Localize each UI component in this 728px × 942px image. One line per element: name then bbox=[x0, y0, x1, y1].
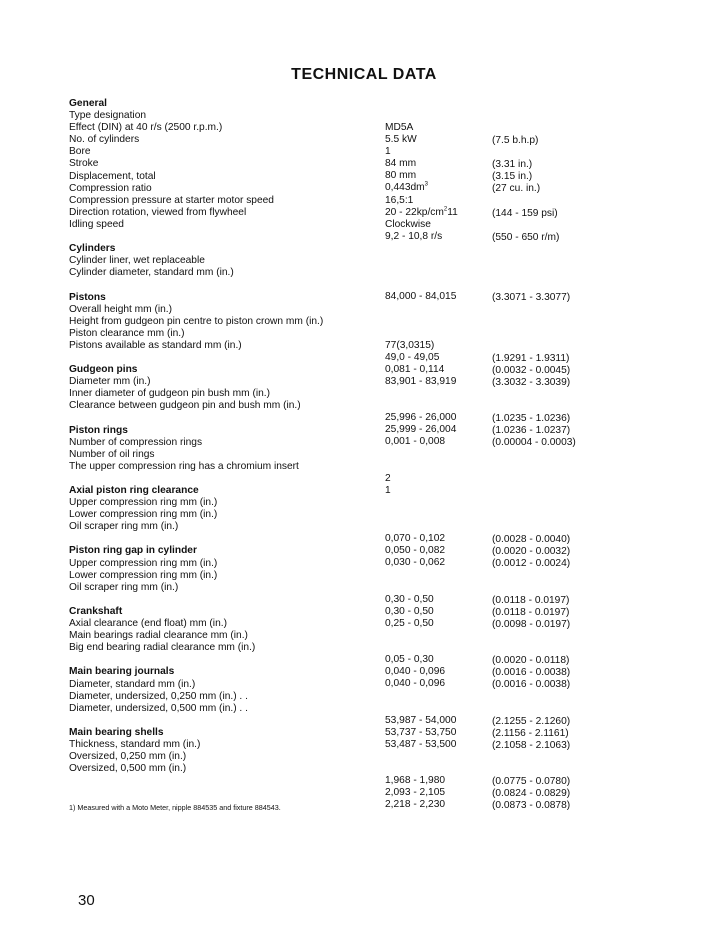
spec-value bbox=[385, 569, 490, 581]
spec-imperial-value bbox=[492, 195, 612, 207]
spec-value-text: 1,968 - 1,980 bbox=[385, 775, 446, 787]
spec-value bbox=[385, 654, 490, 666]
spec-value-text: 53,987 - 54,000 bbox=[385, 714, 457, 726]
spec-value bbox=[385, 557, 490, 569]
spec-imperial-value: (2.1255 - 2.1260) bbox=[492, 715, 571, 727]
spec-label: Diameter, undersized, 0,500 mm (in.) . . bbox=[69, 702, 248, 714]
spec-value-text: 84,000 - 84,015 bbox=[385, 291, 457, 303]
spec-label: Overall height mm (in.) bbox=[69, 303, 173, 315]
spec-label: Piston clearance mm (in.) bbox=[69, 327, 185, 339]
spec-value bbox=[385, 424, 490, 436]
spec-value bbox=[385, 279, 490, 291]
spec-imperial-value bbox=[492, 389, 612, 401]
spec-value-text: 84 mm bbox=[385, 158, 417, 170]
spec-imperial-value bbox=[492, 220, 612, 232]
spec-value bbox=[385, 787, 490, 799]
superscript: 3 bbox=[424, 182, 428, 189]
spec-value bbox=[385, 352, 490, 364]
spec-label: Bore bbox=[69, 146, 91, 158]
spec-imperial-value: (0.0098 - 0.0197) bbox=[492, 618, 571, 630]
spec-label: Compression pressure at starter motor speed bbox=[69, 194, 274, 206]
spec-value bbox=[385, 170, 490, 182]
spec-value bbox=[385, 134, 490, 146]
spec-imperial-value: (144 - 159 psi) bbox=[492, 207, 558, 219]
spec-value bbox=[385, 666, 490, 678]
spec-value-text: 2 bbox=[385, 472, 391, 484]
spec-label: Idling speed bbox=[69, 218, 124, 230]
spec-imperial-value: (3.3032 - 3.3039) bbox=[492, 376, 571, 388]
spec-imperial-value bbox=[492, 486, 612, 498]
section-heading: Gudgeon pins bbox=[69, 364, 138, 376]
section-heading: Pistons bbox=[69, 291, 106, 303]
spec-imperial-value bbox=[492, 474, 612, 486]
spec-imperial-value: (0.0824 - 0.0829) bbox=[492, 788, 571, 800]
spec-imperial-value bbox=[492, 752, 612, 764]
spec-imperial-value bbox=[492, 703, 612, 715]
spec-value-text: 77(3,0315) bbox=[385, 339, 435, 351]
spec-value bbox=[385, 340, 490, 352]
spec-value bbox=[385, 703, 490, 715]
spec-value-text: 1 bbox=[385, 484, 391, 496]
spec-value-text: 53,737 - 53,750 bbox=[385, 726, 457, 738]
spec-value-text: 2,218 - 2,230 bbox=[385, 799, 446, 811]
spec-imperial-value bbox=[492, 764, 612, 776]
spec-label: Compression ratio bbox=[69, 182, 152, 194]
spec-imperial-value bbox=[492, 256, 612, 268]
spec-label bbox=[69, 279, 384, 291]
spec-value bbox=[385, 594, 490, 606]
spec-imperial-value: (0.0775 - 0.0780) bbox=[492, 775, 571, 787]
section-heading: General bbox=[69, 98, 107, 109]
spec-label: Displacement, total bbox=[69, 170, 156, 182]
metric-value-column bbox=[385, 122, 490, 811]
spec-value-text: 2,093 - 2,105 bbox=[385, 787, 446, 799]
spec-value bbox=[385, 642, 490, 654]
spec-label: Lower compression ring mm (in.) bbox=[69, 569, 218, 581]
spec-imperial-value bbox=[492, 570, 612, 582]
spec-label bbox=[69, 654, 384, 666]
spec-label: Cylinder liner, wet replaceable bbox=[69, 255, 205, 267]
page-number: 30 bbox=[78, 892, 95, 909]
spec-imperial-value: (0.0016 - 0.0038) bbox=[492, 679, 571, 691]
spec-label: Direction rotation, viewed from flywheel bbox=[69, 206, 247, 218]
spec-value-text: 0,040 - 0,096 bbox=[385, 678, 446, 690]
spec-imperial-value bbox=[492, 631, 612, 643]
spec-value bbox=[385, 243, 490, 255]
spec-label: Diameter, standard mm (in.) bbox=[69, 678, 196, 690]
spec-value bbox=[385, 231, 490, 243]
spec-imperial-value: (1.0236 - 1.0237) bbox=[492, 425, 571, 437]
spec-label bbox=[69, 352, 384, 364]
spec-value bbox=[385, 122, 490, 134]
spec-value-text: MD5A bbox=[385, 122, 414, 133]
spec-value bbox=[385, 388, 490, 400]
spec-label: Diameter, undersized, 0,250 mm (in.) . . bbox=[69, 690, 248, 702]
footnote-marker: 11 bbox=[447, 206, 458, 218]
spec-label bbox=[69, 533, 384, 545]
spec-value-text: 25,999 - 26,004 bbox=[385, 424, 457, 436]
spec-imperial-value bbox=[492, 280, 612, 292]
spec-value bbox=[385, 799, 490, 811]
spec-value bbox=[385, 775, 490, 787]
spec-value-text: 0,443dm bbox=[385, 182, 425, 194]
spec-imperial-value: (0.0016 - 0.0038) bbox=[492, 667, 571, 679]
spec-value-text: 0,050 - 0,082 bbox=[385, 545, 446, 557]
spec-imperial-value bbox=[492, 401, 612, 413]
spec-value bbox=[385, 449, 490, 461]
spec-value-text: 0,030 - 0,062 bbox=[385, 557, 446, 569]
spec-value bbox=[385, 182, 490, 194]
spec-label bbox=[69, 594, 384, 606]
spec-label: The upper compression ring has a chromium insert bbox=[69, 460, 299, 472]
spec-value-text: 1 bbox=[385, 146, 391, 158]
section-heading: Main bearing journals bbox=[69, 666, 175, 678]
spec-imperial-value bbox=[492, 244, 612, 256]
spec-value bbox=[385, 545, 490, 557]
spec-value bbox=[385, 690, 490, 702]
spec-imperial-value: (0.0118 - 0.0197) bbox=[492, 594, 570, 606]
spec-imperial-value bbox=[492, 147, 612, 159]
spec-imperial-value: (0.0028 - 0.0040) bbox=[492, 534, 571, 546]
spec-label: Thickness, standard mm (in.) bbox=[69, 738, 201, 750]
spec-value-text: 25,996 - 26,000 bbox=[385, 412, 457, 424]
spec-imperial-value: (2.1156 - 2.1161) bbox=[492, 727, 569, 739]
spec-value-text: 0,30 - 0,50 bbox=[385, 593, 434, 605]
spec-value bbox=[385, 678, 490, 690]
spec-value bbox=[385, 303, 490, 315]
spec-label: Effect (DIN) at 40 r/s (2500 r.p.m.) bbox=[69, 122, 223, 134]
spec-label bbox=[69, 715, 384, 727]
spec-value bbox=[385, 461, 490, 473]
spec-imperial-value bbox=[492, 304, 612, 316]
spec-value-text: 83,901 - 83,919 bbox=[385, 375, 457, 387]
spec-value bbox=[385, 267, 490, 279]
spec-label bbox=[69, 412, 384, 424]
spec-value bbox=[385, 618, 490, 630]
spec-value bbox=[385, 497, 490, 509]
section-heading: Axial piston ring clearance bbox=[69, 485, 199, 496]
spec-imperial-value bbox=[492, 329, 612, 341]
spec-imperial-value bbox=[492, 522, 612, 534]
spec-imperial-value: (7.5 b.h.p) bbox=[492, 135, 539, 146]
spec-imperial-value bbox=[492, 462, 612, 474]
spec-value bbox=[385, 521, 490, 533]
spec-value-text: 0,001 - 0,008 bbox=[385, 436, 446, 448]
section-heading: Piston rings bbox=[69, 424, 128, 436]
spec-value-text: Clockwise bbox=[385, 218, 431, 230]
spec-label: Inner diameter of gudgeon pin bush mm (in.) bbox=[69, 388, 271, 400]
spec-label: Cylinder diameter, standard mm (in.) bbox=[69, 267, 234, 279]
spec-label bbox=[69, 473, 384, 485]
spec-value bbox=[385, 207, 490, 219]
spec-imperial-value: (27 cu. in.) bbox=[492, 183, 541, 195]
spec-value bbox=[385, 376, 490, 388]
spec-value bbox=[385, 255, 490, 267]
spec-value-text: 5.5 kW bbox=[385, 134, 417, 146]
spec-imperial-value: (0.00004 - 0.0003) bbox=[492, 437, 576, 449]
spec-label: Diameter mm (in.) bbox=[69, 376, 151, 388]
spec-imperial-value bbox=[492, 691, 612, 703]
spec-value bbox=[385, 412, 490, 424]
spec-label: Oil scraper ring mm (in.) bbox=[69, 581, 179, 593]
spec-label: Upper compression ring mm (in.) bbox=[69, 497, 218, 509]
spec-imperial-value bbox=[492, 510, 612, 522]
spec-value-text: 0,081 - 0,114 bbox=[385, 363, 445, 375]
spec-label: Main bearings radial clearance mm (in.) bbox=[69, 630, 248, 642]
spec-imperial-value: (1.0235 - 1.0236) bbox=[492, 413, 571, 425]
spec-value bbox=[385, 219, 490, 231]
section-heading: Piston ring gap in cylinder bbox=[69, 545, 197, 557]
page-title: TECHNICAL DATA bbox=[291, 66, 437, 83]
spec-value bbox=[385, 715, 490, 727]
spec-value bbox=[385, 751, 490, 763]
spec-value bbox=[385, 763, 490, 775]
spec-label: Big end bearing radial clearance mm (in.) bbox=[69, 642, 256, 654]
spec-value-text: 0,25 - 0,50 bbox=[385, 617, 434, 629]
spec-imperial-value: (3.31 in.) bbox=[492, 159, 533, 171]
spec-imperial-value bbox=[492, 582, 612, 594]
spec-value-text: 9,2 - 10,8 r/s bbox=[385, 230, 443, 242]
spec-imperial-value: (0.0873 - 0.0878) bbox=[492, 800, 571, 812]
spec-label: Upper compression ring mm (in.) bbox=[69, 557, 218, 569]
spec-label: Height from gudgeon pin centre to piston crown mm (in.) bbox=[69, 315, 324, 327]
spec-value bbox=[385, 727, 490, 739]
spec-imperial-value: (550 - 650 r/m) bbox=[492, 231, 560, 243]
spec-value bbox=[385, 316, 490, 328]
spec-imperial-value: (1.9291 - 1.9311) bbox=[492, 352, 570, 364]
spec-value bbox=[385, 606, 490, 618]
spec-value bbox=[385, 291, 490, 303]
spec-value bbox=[385, 158, 490, 170]
spec-value bbox=[385, 195, 490, 207]
spec-value bbox=[385, 739, 490, 751]
spec-label: Clearance between gudgeon pin and bush mm (in.) bbox=[69, 400, 301, 412]
spec-imperial-value bbox=[492, 643, 612, 655]
spec-value bbox=[385, 582, 490, 594]
superscript: 2 bbox=[443, 206, 448, 213]
spec-value-text: 0,040 - 0,096 bbox=[385, 666, 446, 678]
spec-label: No. of cylinders bbox=[69, 134, 140, 146]
spec-value bbox=[385, 509, 490, 521]
spec-value bbox=[385, 146, 490, 158]
label-column bbox=[69, 98, 384, 775]
spec-imperial-value: (0.0118 - 0.0197) bbox=[492, 606, 570, 618]
spec-imperial-value: (0.0012 - 0.0024) bbox=[492, 558, 571, 570]
spec-imperial-value: (0.0020 - 0.0118) bbox=[492, 655, 570, 667]
spec-label: Lower compression ring mm (in.) bbox=[69, 509, 218, 521]
spec-imperial-value: (3.3071 - 3.3077) bbox=[492, 292, 571, 304]
spec-label bbox=[69, 231, 384, 243]
spec-imperial-value: (0.0020 - 0.0032) bbox=[492, 546, 571, 558]
spec-value-text: 20 - 22kp/cm bbox=[385, 206, 444, 218]
spec-value-text: 16,5:1 bbox=[385, 194, 414, 206]
spec-value bbox=[385, 630, 490, 642]
spec-imperial-value bbox=[492, 341, 612, 353]
spec-value bbox=[385, 436, 490, 448]
spec-value bbox=[385, 473, 490, 485]
spec-label: Axial clearance (end float) mm (in.) bbox=[69, 618, 227, 630]
section-heading: Cylinders bbox=[69, 243, 116, 255]
spec-value-text: 49,0 - 49,05 bbox=[385, 351, 440, 363]
spec-value-text: 0,05 - 0,30 bbox=[385, 654, 434, 666]
spec-value bbox=[385, 400, 490, 412]
spec-label: Oversized, 0,500 mm (in.) bbox=[69, 763, 187, 775]
spec-value-text: 0,070 - 0,102 bbox=[385, 533, 446, 545]
section-heading: Main bearing shells bbox=[69, 726, 164, 738]
spec-value bbox=[385, 533, 490, 545]
spec-label: Stroke bbox=[69, 158, 99, 170]
section-heading: Crankshaft bbox=[69, 605, 123, 617]
spec-value bbox=[385, 364, 490, 376]
spec-label: Oil scraper ring mm (in.) bbox=[69, 521, 179, 533]
spec-imperial-value bbox=[492, 449, 612, 461]
spec-label: Number of compression rings bbox=[69, 436, 203, 448]
footnote: 1) Measured with a Moto Meter, nipple 884535 and fixture 884543. bbox=[69, 803, 281, 812]
spec-imperial-value bbox=[492, 316, 612, 328]
spec-imperial-value: (2.1058 - 2.1063) bbox=[492, 739, 571, 751]
spec-label: Oversized, 0,250 mm (in.) bbox=[69, 751, 187, 763]
spec-value-text: 0,30 - 0,50 bbox=[385, 605, 434, 617]
spec-imperial-value: (0.0032 - 0.0045) bbox=[492, 364, 571, 376]
spec-imperial-value: (3.15 in.) bbox=[492, 171, 533, 183]
spec-value bbox=[385, 328, 490, 340]
spec-label: Type designation bbox=[69, 110, 147, 122]
spec-label: Pistons available as standard mm (in.) bbox=[69, 339, 242, 351]
spec-imperial-value bbox=[492, 498, 612, 510]
spec-imperial-value bbox=[492, 268, 612, 280]
spec-value-text: 80 mm bbox=[385, 170, 417, 182]
imperial-value-column bbox=[492, 135, 612, 812]
spec-value bbox=[385, 485, 490, 497]
spec-value-text: 53,487 - 53,500 bbox=[385, 738, 457, 750]
spec-label: Number of oil rings bbox=[69, 448, 155, 460]
